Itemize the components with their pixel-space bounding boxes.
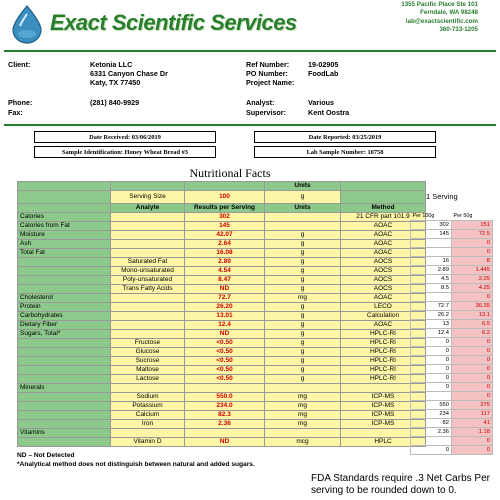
per-50g-value: 0 bbox=[452, 383, 493, 392]
unit-value: g bbox=[265, 339, 341, 348]
client-name: Ketonia LLC bbox=[90, 60, 133, 69]
sub-analyte-name: Vitamin D bbox=[111, 438, 185, 447]
result-value: 2.64 bbox=[185, 240, 265, 249]
analyte-name: Carbohydrates bbox=[18, 312, 111, 321]
nutrient-row bbox=[18, 321, 426, 330]
unit-value: mcg bbox=[265, 438, 341, 447]
analyst-value: Various bbox=[308, 98, 334, 107]
nutrient-row bbox=[18, 303, 426, 312]
per-50g-value: 13.1 bbox=[452, 311, 493, 320]
sub-analyte-name: Sodium bbox=[111, 393, 185, 402]
analyte-header: Analyte bbox=[111, 204, 185, 213]
per-100g-value: 16 bbox=[411, 257, 452, 266]
nutrient-row bbox=[18, 213, 426, 222]
nutrient-row bbox=[18, 348, 426, 357]
lab-sample-number-box: Lab Sample Number: 10758 bbox=[254, 146, 436, 158]
per-50g-value: 0 bbox=[452, 437, 493, 446]
result-value: 2.89 bbox=[185, 258, 265, 267]
sample-identification-box: Sample Identification: Honey Wheat Bread #3 bbox=[34, 146, 216, 158]
per-serving-header-row bbox=[411, 212, 493, 221]
method-header: Method bbox=[341, 204, 426, 213]
per-50g-header: Per 50g bbox=[453, 213, 473, 220]
supervisor-label: Supervisor: bbox=[246, 108, 286, 117]
sub-analyte-name bbox=[111, 294, 185, 303]
sub-analyte-name bbox=[111, 429, 185, 438]
analyte-name: Dietary Fiber bbox=[18, 321, 111, 330]
per-100g-value: 12.4 bbox=[411, 329, 452, 338]
analyte-name bbox=[18, 375, 111, 384]
ref-number-label: Ref Number: bbox=[246, 60, 290, 69]
method-value: HPLC-RI bbox=[341, 375, 426, 384]
sub-analyte-name: Potassium bbox=[111, 402, 185, 411]
result-value: ND bbox=[185, 285, 265, 294]
method-value: AOAC bbox=[341, 249, 426, 258]
per-100g-value: 8.5 bbox=[411, 284, 452, 293]
result-value: <0.50 bbox=[185, 366, 265, 375]
per-100g-value: 0 bbox=[411, 374, 452, 383]
method-value: HPLC-RI bbox=[341, 330, 426, 339]
analyte-name: Minerals bbox=[18, 384, 111, 393]
per-100g-value: 0 bbox=[411, 347, 452, 356]
sub-analyte-name: Poly-unsaturated bbox=[111, 276, 185, 285]
fax-label: Fax: bbox=[8, 108, 23, 117]
method-value: AOAC bbox=[341, 240, 426, 249]
per-100g-value: 302 bbox=[411, 221, 452, 230]
unit-value: mg bbox=[265, 294, 341, 303]
result-value bbox=[185, 384, 265, 393]
per-50g-value: 0 bbox=[452, 347, 493, 356]
per-serving-row bbox=[411, 248, 493, 257]
per-50g-value: 2.25 bbox=[452, 275, 493, 284]
per-100g-value bbox=[411, 437, 452, 446]
per-50g-value: 0 bbox=[452, 365, 493, 374]
sub-analyte-name: Glucose bbox=[111, 348, 185, 357]
unit-value: g bbox=[265, 231, 341, 240]
sub-analyte-name bbox=[111, 240, 185, 249]
serving-size-label: Serving Size bbox=[111, 191, 185, 204]
method-value: AOCS bbox=[341, 285, 426, 294]
nutrient-row bbox=[18, 402, 426, 411]
result-value: ND bbox=[185, 330, 265, 339]
fda-note: FDA Standards require .3 Net Carbs Per serving to be rounded down to 0. bbox=[311, 473, 490, 496]
client-label: Client: bbox=[8, 60, 31, 69]
per-50g-value: 0 bbox=[452, 248, 493, 257]
sub-analyte-name bbox=[111, 312, 185, 321]
nutrient-row bbox=[18, 276, 426, 285]
sub-analyte-name bbox=[111, 222, 185, 231]
date-received-box: Date Received: 03/06/2019 bbox=[34, 131, 216, 143]
method-value: 21 CFR part 101.9 bbox=[341, 213, 426, 222]
per-50g-value: 0 bbox=[452, 239, 493, 248]
unit-value bbox=[265, 429, 341, 438]
per-100g-value bbox=[411, 293, 452, 302]
per-100g-value bbox=[411, 392, 452, 401]
per-50g-value: 1.18 bbox=[452, 428, 493, 437]
po-number-value: FoodLab bbox=[308, 69, 339, 78]
serving-size-value: 100 bbox=[185, 191, 265, 204]
nutrient-row bbox=[18, 285, 426, 294]
method-value: AOAC bbox=[341, 222, 426, 231]
project-name-label: Project Name: bbox=[246, 78, 295, 87]
per-50g-value: 0 bbox=[452, 446, 493, 455]
address-line: 1355 Pacific Place Ste 101 bbox=[401, 1, 478, 8]
email-link[interactable]: lab@exactscientific.com bbox=[405, 17, 478, 25]
analyte-name: Total Fat bbox=[18, 249, 111, 258]
header-cell bbox=[18, 182, 111, 191]
unit-value: g bbox=[265, 366, 341, 375]
nutrient-row bbox=[18, 249, 426, 258]
nutrient-row bbox=[18, 375, 426, 384]
unit-value: g bbox=[265, 285, 341, 294]
analyte-name bbox=[18, 402, 111, 411]
nutrient-row bbox=[18, 240, 426, 249]
per-50g-value: 0 bbox=[452, 293, 493, 302]
sugars-footnote: *Analytical method does not distinguish between natural and added sugars. bbox=[17, 461, 255, 468]
per-serving-row bbox=[411, 383, 493, 392]
nutrient-row bbox=[18, 438, 426, 447]
result-value: 13.01 bbox=[185, 312, 265, 321]
per-100g-value: 0 bbox=[411, 383, 452, 392]
per-serving-row bbox=[411, 401, 493, 410]
analyte-name bbox=[18, 348, 111, 357]
per-serving-row bbox=[411, 239, 493, 248]
method-value: HPLC-RI bbox=[341, 339, 426, 348]
result-value: 82.3 bbox=[185, 411, 265, 420]
analyte-name: Sugars, Total* bbox=[18, 330, 111, 339]
header-cell bbox=[341, 182, 426, 191]
method-value: HPLC bbox=[341, 438, 426, 447]
per-serving-row bbox=[411, 329, 493, 338]
per-100g-value: 13 bbox=[411, 320, 452, 329]
per-100g-value: 82 bbox=[411, 419, 452, 428]
per-serving-row bbox=[411, 293, 493, 302]
per-100g-value: 0 bbox=[411, 365, 452, 374]
sub-analyte-name: Saturated Fat bbox=[111, 258, 185, 267]
sub-analyte-name bbox=[111, 231, 185, 240]
per-50g-value: 0 bbox=[452, 338, 493, 347]
unit-value: mg bbox=[265, 402, 341, 411]
per-50g-value: 0 bbox=[452, 392, 493, 401]
per-100g-value bbox=[411, 248, 452, 257]
unit-value bbox=[265, 222, 341, 231]
date-reported-box: Date Reported: 03/25/2019 bbox=[254, 131, 436, 143]
method-value: ICP-MS bbox=[341, 402, 426, 411]
per-50g-value: 151 bbox=[452, 221, 493, 230]
sub-analyte-name bbox=[111, 330, 185, 339]
per-50g-value: 36.35 bbox=[452, 302, 493, 311]
nutrient-row bbox=[18, 429, 426, 438]
result-value: 42.07 bbox=[185, 231, 265, 240]
client-street: 6331 Canyon Chase Dr bbox=[90, 69, 168, 78]
nutrient-row bbox=[18, 357, 426, 366]
unit-value: mg bbox=[265, 411, 341, 420]
sub-analyte-name bbox=[111, 303, 185, 312]
per-100g-value: 550 bbox=[411, 401, 452, 410]
per-serving-row bbox=[411, 446, 493, 455]
method-value: ICP-MS bbox=[341, 393, 426, 402]
per-serving-table bbox=[410, 212, 493, 455]
per-50g-value: 41 bbox=[452, 419, 493, 428]
per-serving-row bbox=[411, 356, 493, 365]
per-serving-row bbox=[411, 419, 493, 428]
unit-value: g bbox=[265, 258, 341, 267]
per-serving-row bbox=[411, 428, 493, 437]
method-value: ICP-MS bbox=[341, 411, 426, 420]
per-50g-value: 1.445 bbox=[452, 266, 493, 275]
unit-value: g bbox=[265, 357, 341, 366]
result-value: <0.50 bbox=[185, 375, 265, 384]
method-value: AOAC bbox=[341, 294, 426, 303]
per-serving-row bbox=[411, 410, 493, 419]
analyte-name bbox=[18, 258, 111, 267]
method-value: Calculation bbox=[341, 312, 426, 321]
analyte-name bbox=[18, 285, 111, 294]
per-serving-row bbox=[411, 284, 493, 293]
per-serving-row bbox=[411, 302, 493, 311]
analyte-name: Moisture bbox=[18, 231, 111, 240]
header-cell bbox=[341, 191, 426, 204]
sub-analyte-name: Fructose bbox=[111, 339, 185, 348]
sub-analyte-name: Calcium bbox=[111, 411, 185, 420]
unit-value bbox=[265, 213, 341, 222]
per-100g-value: 72.7 bbox=[411, 302, 452, 311]
company-address bbox=[338, 1, 478, 35]
sub-analyte-name: Lactose bbox=[111, 375, 185, 384]
unit-value bbox=[265, 384, 341, 393]
analyte-name: Calories from Fat bbox=[18, 222, 111, 231]
nutrient-row bbox=[18, 330, 426, 339]
per-100g-value: 234 bbox=[411, 410, 452, 419]
per-serving-row bbox=[411, 266, 493, 275]
per-50g-value: 0 bbox=[452, 356, 493, 365]
results-header: Results per Serving bbox=[185, 204, 265, 213]
result-value: 550.0 bbox=[185, 393, 265, 402]
sub-analyte-name: Iron bbox=[111, 420, 185, 429]
header-cell bbox=[111, 182, 185, 191]
nutrient-row bbox=[18, 411, 426, 420]
unit-value: g bbox=[265, 375, 341, 384]
phone-number: 360-733-1205 bbox=[439, 26, 478, 34]
result-value: 72.7 bbox=[185, 294, 265, 303]
analyte-name: Protein bbox=[18, 303, 111, 312]
sub-analyte-name bbox=[111, 213, 185, 222]
serving-size-row bbox=[18, 191, 426, 204]
analyst-label: Analyst: bbox=[246, 98, 275, 107]
unit-value: g bbox=[265, 240, 341, 249]
per-100g-value: 0 bbox=[411, 338, 452, 347]
unit-value: g bbox=[265, 348, 341, 357]
result-value: <0.50 bbox=[185, 339, 265, 348]
sub-analyte-name: Mono-unsaturated bbox=[111, 267, 185, 276]
method-value: HPLC-RI bbox=[341, 366, 426, 375]
nutrient-row bbox=[18, 258, 426, 267]
analyte-name bbox=[18, 267, 111, 276]
method-value: AOCS bbox=[341, 276, 426, 285]
column-header-row bbox=[18, 204, 426, 213]
per-50g-value: 275 bbox=[452, 401, 493, 410]
per-50g-value: 8 bbox=[452, 257, 493, 266]
client-divider bbox=[4, 124, 496, 126]
header-divider bbox=[4, 50, 496, 52]
method-value: AOAC bbox=[341, 231, 426, 240]
analyte-name bbox=[18, 411, 111, 420]
per-100g-value: 2.89 bbox=[411, 266, 452, 275]
nutrition-facts-title: Nutritional Facts bbox=[189, 166, 271, 180]
per-50g-value: 0 bbox=[452, 374, 493, 383]
sub-analyte-name bbox=[111, 249, 185, 258]
method-value: HPLC-RI bbox=[341, 348, 426, 357]
method-value: AOAC bbox=[341, 321, 426, 330]
per-100g-value: 0 bbox=[411, 446, 452, 455]
unit-value: mg bbox=[265, 420, 341, 429]
unit-value: mg bbox=[265, 393, 341, 402]
per-serving-row bbox=[411, 275, 493, 284]
result-value: ND bbox=[185, 438, 265, 447]
sub-analyte-name bbox=[111, 384, 185, 393]
phone-value: (281) 840-9929 bbox=[90, 98, 140, 107]
per-serving-row bbox=[411, 365, 493, 374]
per-100g-value: 2.36 bbox=[411, 428, 452, 437]
unit-value: g bbox=[265, 276, 341, 285]
ref-number-value: 19-02905 bbox=[308, 60, 339, 69]
nutrient-row bbox=[18, 384, 426, 393]
per-50g-value: 4.25 bbox=[452, 284, 493, 293]
nutrition-table bbox=[17, 181, 426, 447]
unit-value: g bbox=[265, 249, 341, 258]
result-value: 302 bbox=[185, 213, 265, 222]
unit-value: g bbox=[265, 330, 341, 339]
analyte-name bbox=[18, 438, 111, 447]
nutrient-row bbox=[18, 267, 426, 276]
method-value: LECO bbox=[341, 303, 426, 312]
per-50g-value: 72.5 bbox=[452, 230, 493, 239]
per-serving-row bbox=[411, 338, 493, 347]
sub-analyte-name bbox=[111, 321, 185, 330]
per-100g-value: 0 bbox=[411, 356, 452, 365]
result-value: 4.54 bbox=[185, 267, 265, 276]
method-value: AOCS bbox=[341, 258, 426, 267]
result-value: 234.0 bbox=[185, 402, 265, 411]
sub-analyte-name: Maltose bbox=[111, 366, 185, 375]
analyte-name: Ash bbox=[18, 240, 111, 249]
nutrient-row bbox=[18, 222, 426, 231]
result-value: 2.36 bbox=[185, 420, 265, 429]
water-drop-logo-icon bbox=[8, 4, 46, 44]
result-value: <0.50 bbox=[185, 357, 265, 366]
result-value: <0.50 bbox=[185, 348, 265, 357]
nutrient-row bbox=[18, 312, 426, 321]
analyte-name bbox=[18, 420, 111, 429]
analyte-name bbox=[18, 339, 111, 348]
company-name: Exact Scientific Services bbox=[50, 10, 297, 35]
analyte-name: Cholesterol bbox=[18, 294, 111, 303]
sub-analyte-name: Sucrose bbox=[111, 357, 185, 366]
unit-value: g bbox=[265, 303, 341, 312]
per-serving-row bbox=[411, 230, 493, 239]
nutrient-row bbox=[18, 294, 426, 303]
units-col-header: Units bbox=[265, 204, 341, 213]
result-value: 12.4 bbox=[185, 321, 265, 330]
analyte-name bbox=[18, 357, 111, 366]
result-value: 8.47 bbox=[185, 276, 265, 285]
per-100g-value: 4.5 bbox=[411, 275, 452, 284]
result-value: 145 bbox=[185, 222, 265, 231]
per-100g-value: 26.2 bbox=[411, 311, 452, 320]
serving-size-unit: g bbox=[265, 191, 341, 204]
analyte-name: Calories bbox=[18, 213, 111, 222]
address-line: Ferndale, WA 98248 bbox=[420, 9, 478, 17]
nutrient-row bbox=[18, 420, 426, 429]
analyte-name bbox=[18, 366, 111, 375]
analyte-name bbox=[18, 393, 111, 402]
header-cell bbox=[18, 191, 111, 204]
units-header-row bbox=[18, 182, 426, 191]
result-value bbox=[185, 429, 265, 438]
nutrient-row bbox=[18, 231, 426, 240]
header-cell bbox=[185, 182, 265, 191]
per-serving-row bbox=[411, 347, 493, 356]
analyte-name bbox=[18, 276, 111, 285]
method-value: ICP-MS bbox=[341, 420, 426, 429]
per-100g-value: 145 bbox=[411, 230, 452, 239]
result-value: 16.08 bbox=[185, 249, 265, 258]
nutrient-row bbox=[18, 393, 426, 402]
per-50g-value: 6.5 bbox=[452, 320, 493, 329]
per-100g-value bbox=[411, 239, 452, 248]
per-50g-value: 117 bbox=[452, 410, 493, 419]
per-serving-row bbox=[411, 392, 493, 401]
client-city: Katy, TX 77450 bbox=[90, 78, 141, 87]
nutrient-row bbox=[18, 339, 426, 348]
supervisor-value: Kent Oostra bbox=[308, 108, 350, 117]
per-serving-row bbox=[411, 257, 493, 266]
client-address bbox=[90, 60, 168, 87]
per-50g-value: 6.2 bbox=[452, 329, 493, 338]
per-100g-header: Per 100g bbox=[412, 213, 435, 220]
unit-value: g bbox=[265, 267, 341, 276]
per-serving-row bbox=[411, 374, 493, 383]
per-serving-row bbox=[411, 311, 493, 320]
unit-value: g bbox=[265, 321, 341, 330]
method-value: HPLC-RI bbox=[341, 357, 426, 366]
result-value: 26.20 bbox=[185, 303, 265, 312]
method-value: AOCS bbox=[341, 267, 426, 276]
per-serving-row bbox=[411, 437, 493, 446]
po-number-label: PO Number: bbox=[246, 69, 288, 78]
serving-title: 1 Serving bbox=[426, 192, 458, 201]
units-header: Units bbox=[265, 182, 341, 191]
phone-label: Phone: bbox=[8, 98, 33, 107]
sub-analyte-name: Trans Fatty Acids bbox=[111, 285, 185, 294]
analyte-name: Vitamins bbox=[18, 429, 111, 438]
per-serving-row bbox=[411, 320, 493, 329]
nutrient-row bbox=[18, 366, 426, 375]
unit-value: g bbox=[265, 312, 341, 321]
nd-footnote: ND – Not Detected bbox=[17, 452, 75, 459]
header-cell bbox=[18, 204, 111, 213]
per-serving-row bbox=[411, 221, 493, 230]
